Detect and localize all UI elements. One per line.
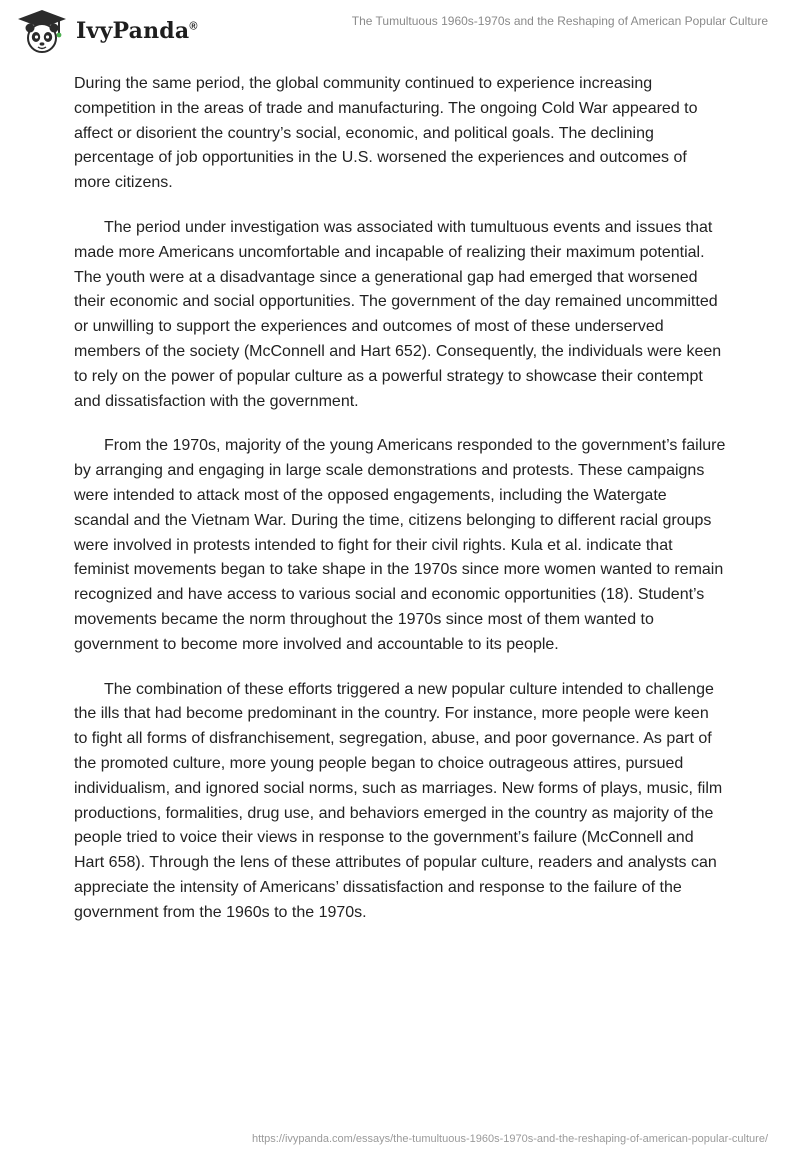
brand-logo[interactable] (14, 8, 198, 54)
brand-name-text: IvyPanda (76, 18, 190, 44)
page-header (0, 0, 800, 64)
paragraph-4: The combination of these efforts triggered a new popular culture intended to challenge the ills that had become predominant in the country. For instance, more people were keen to fight all forms of disfranchisement, segregation, abuse, and poor governance. As part of the promoted culture, more young people began to choice outrageous attires, pursued individualism, and ignored social norms, such as marriages. New forms of plays, music, film productions, formalities, drug use, and behaviors emerged in the country as majority of the people tried to voice their views in response to the government’s failure (McConnell and Hart 658). Through the lens of these attributes of popular culture, readers and analysts can appreciate the intensity of Americans’ dissatisfaction and response to the failure of the government from the 1960s to the 1970s. (74, 680, 723, 921)
paragraph-1: During the same period, the global community continued to experience increasing competition in the areas of trade and manufacturing. The ongoing Cold War appeared to affect or disorient the country’s social, economic, and political goals. The declining percentage of job opportunities in the U.S. worsened the experiences and outcomes of more citizens. (74, 75, 698, 192)
running-title: The Tumultuous 1960s-1970s and the Reshaping of American Popular Culture (351, 14, 768, 28)
brand-name (76, 18, 198, 44)
panda-graduation-cap-icon (14, 8, 70, 54)
paragraph-2: The period under investigation was associated with tumultuous events and issues that made more Americans uncomfortable and incapable of realizing their maximum potential. The youth were at a disadvantage since a generational gap had emerged that worsened their economic and social opportunities. The government of the day remained uncommitted or unwilling to support the experiences and outcomes of most of these underserved members of the society (McConnell and Hart 652). Consequently, the individuals were keen to rely on the power of popular culture as a powerful strategy to showcase their contempt and dissatisfaction with the government. (74, 218, 722, 410)
paragraph-3: From the 1970s, majority of the young Americans responded to the government’s failure by arranging and engaging in large scale demonstrations and protests. These campaigns were intended to attack most of the opposed engagements, including the Watergate scandal and the Vietnam War. During the time, citizens belonging to different racial groups were involved in protests intended to fight for their civil rights. Kula et al. indicate that feminist movements began to take shape in the 1970s since more women wanted to remain recognized and have access to various social and economic opportunities (18). Student’s movements became the norm throughout the 1970s since most of them wanted to government to become more involved and accountable to its people. (74, 437, 726, 653)
essay-body (74, 72, 726, 946)
source-url[interactable]: https://ivypanda.com/essays/the-tumultuous-1960s-1970s-and-the-reshaping-of-american-popular-culture/ (251, 1133, 768, 1145)
registered-mark: ® (189, 20, 198, 33)
